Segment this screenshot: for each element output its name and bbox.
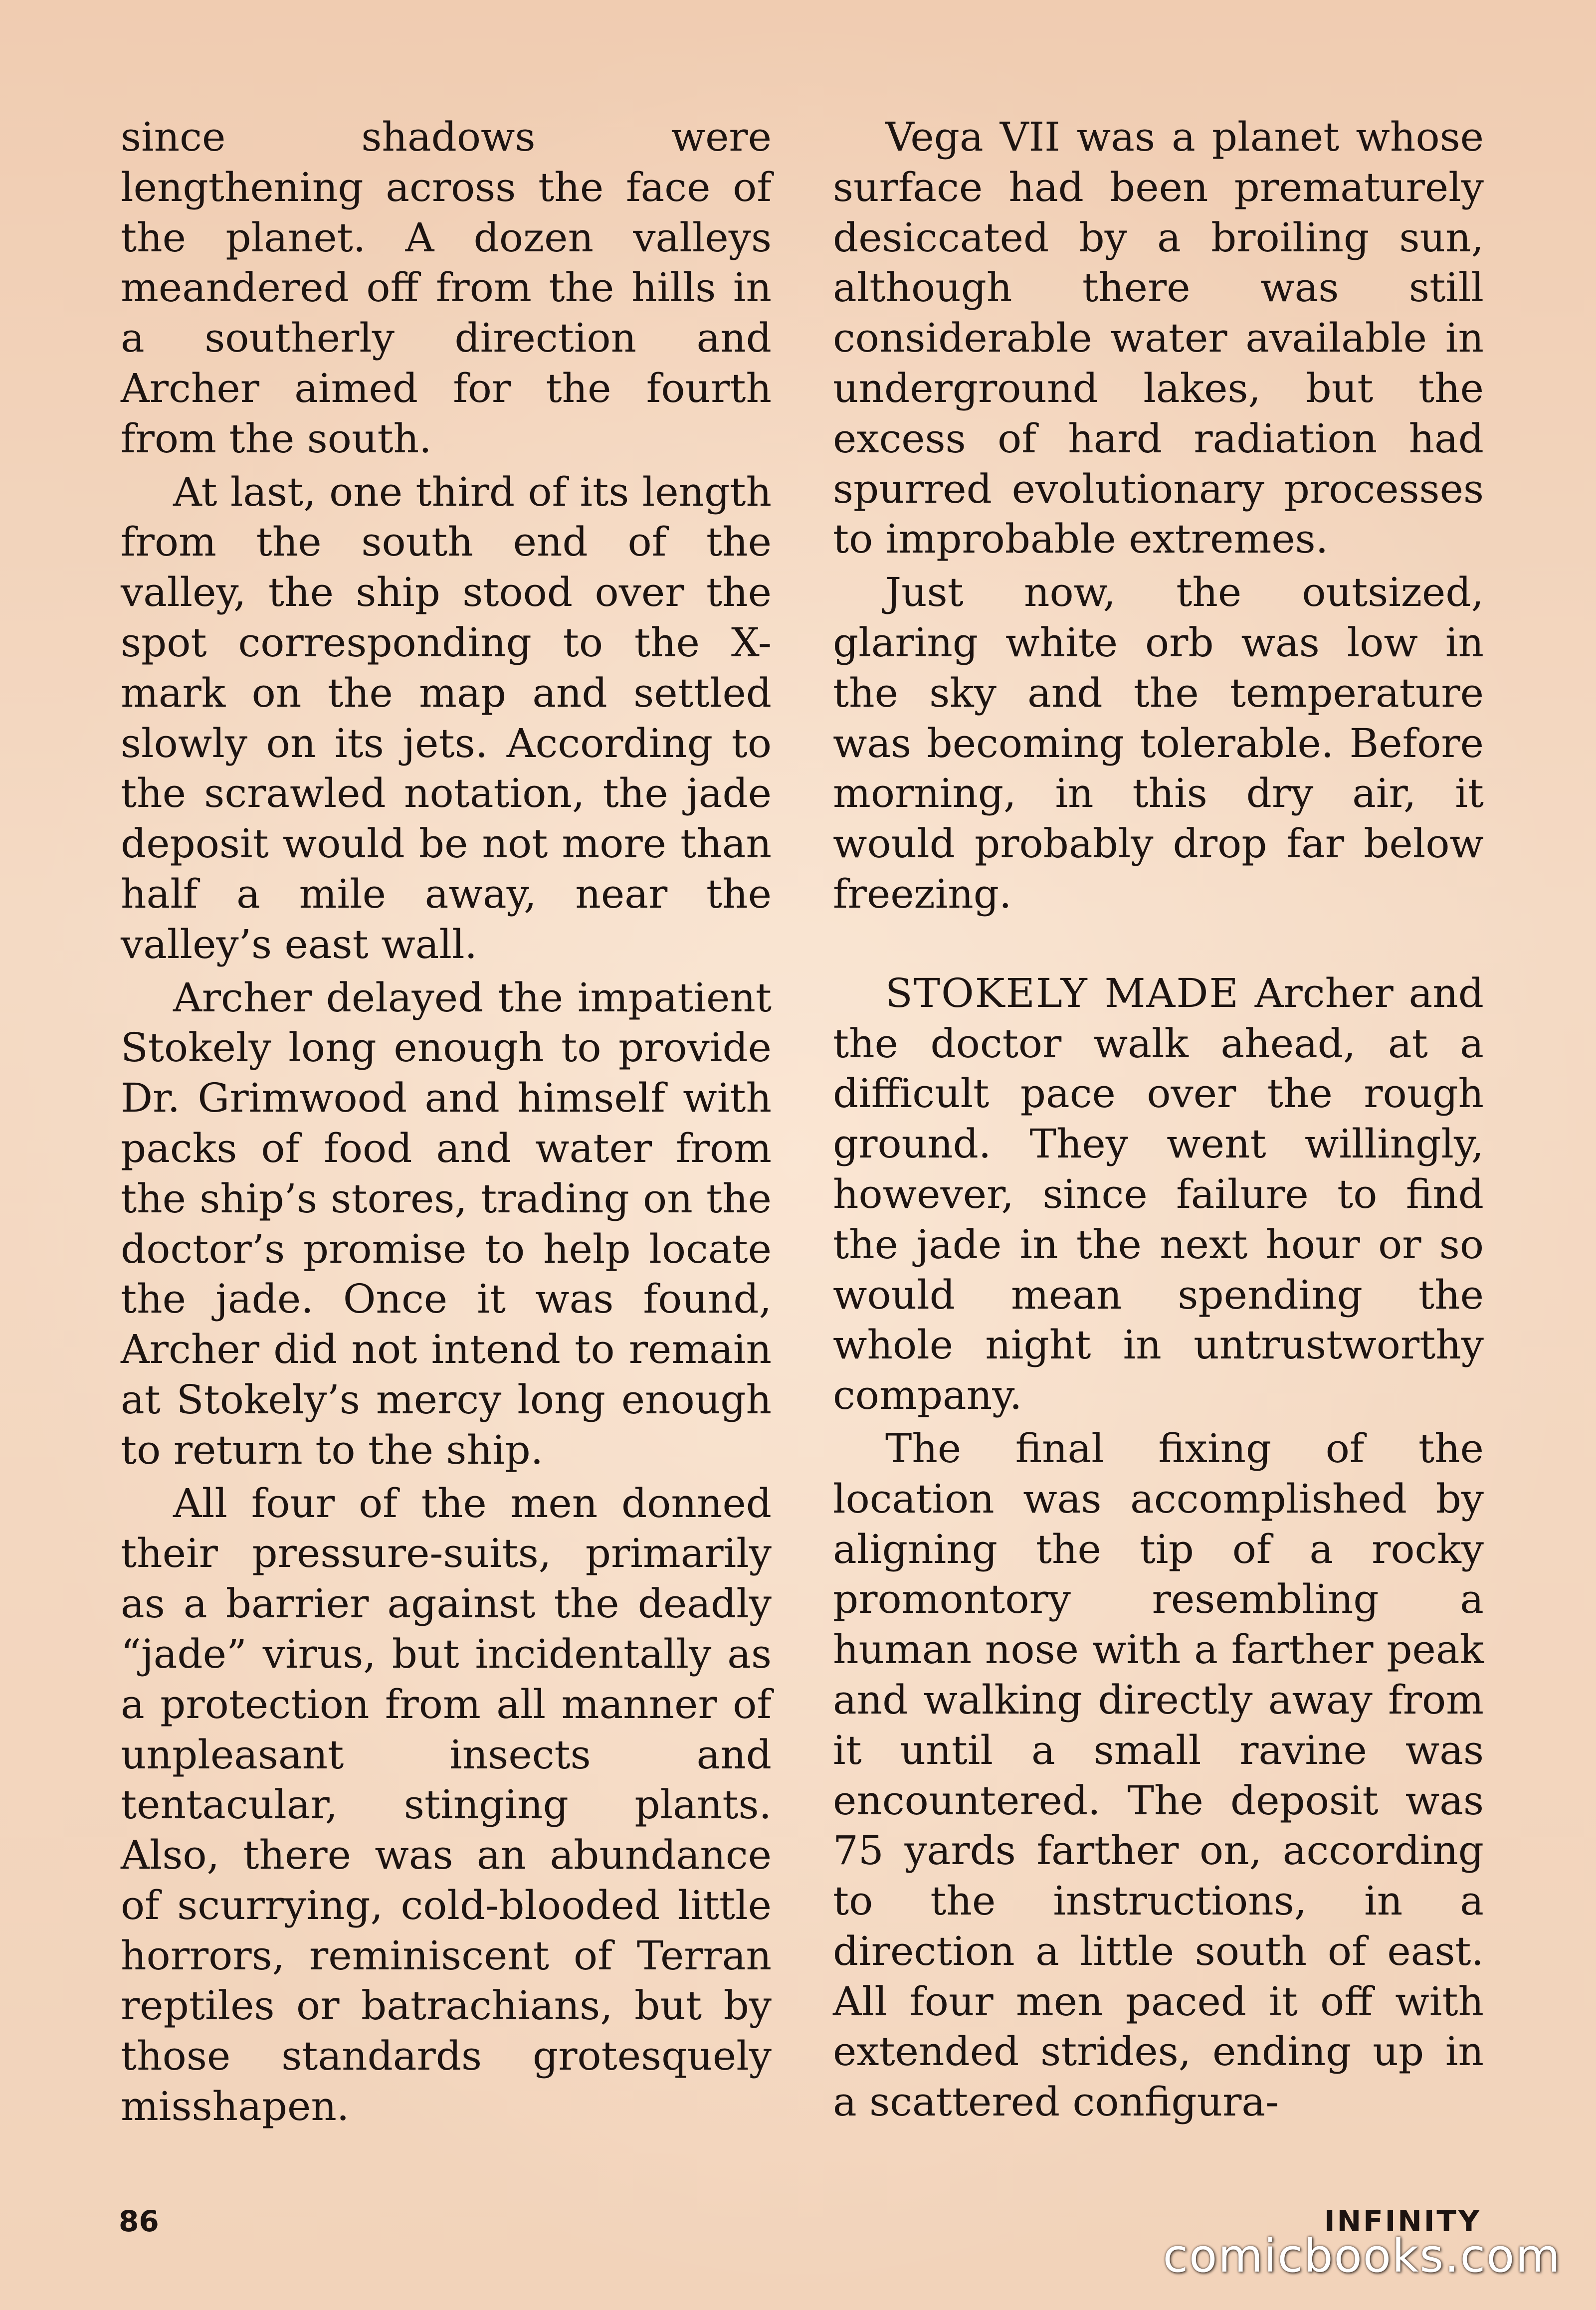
section-lead-text: Archer and the doctor walk ahead, at a difficult pace over the rough ground. They went willingly, however, since failure to find the jade in the next hour or so would mean spending the whole night in untrustworthy company.: [833, 969, 1484, 1419]
section-break: [833, 920, 1484, 968]
right-column: [833, 112, 1484, 2127]
paragraph: Archer delayed the impatient Stokely long enough to provide Dr. Grimwood and himself with packs of food and water from the ship’s stores, trading on the doctor’s promise to help locate the jade. Once it was found, Archer did not intend to remain at Stokely’s mercy long enough to return to the ship.: [121, 974, 772, 1473]
paragraph: Vega VII was a planet whose surface had been prematurely desiccated by a broiling sun, although there was still considerable water available in underground lakes, but the excess of hard radiation had spurred evolutionary processes to improbable extremes.: [833, 114, 1484, 563]
paragraph: since shadows were lengthening across the face of the planet. A dozen valleys meandered off from the hills in a southerly direction and Archer aimed for the fourth from the south.: [121, 114, 772, 462]
paragraph: Just now, the outsized, glaring white orb was low in the sky and the temperature was becoming tolerable. Before morning, in this dry air, it would probably drop far below freezing.: [833, 569, 1484, 917]
paragraph: At last, one third of its length from the south end of the valley, the ship stood over the spot corresponding to the X-mark on the map and settled slowly on its jets. According to the scrawled notation, the jade deposit would be not more than half a mile away, near the valley’s east wall.: [121, 468, 772, 967]
paragraph: The final fixing of the location was accomplished by aligning the tip of a rocky promontory resembling a human nose with a farther peak and walking directly away from it until a small ravine was encountered. The deposit was 75 yards farther on, according to the instructions, in a direction a little south of east. All four men paced it off with extended strides, ending up in a scattered configura-: [833, 1425, 1484, 2125]
section-lead: STOKELY MADE: [885, 969, 1239, 1016]
page-number: 86: [119, 2204, 159, 2238]
section-lead-paragraph: [833, 968, 1484, 1421]
paragraph: All four of the men donned their pressure-suits, primarily as a barrier against the deadly “jade” virus, but incidentally as a protection from all manner of unpleasant insects and tentacular, stinging plants. Also, there was an abundance of scurrying, cold-blooded little horrors, reminiscent of Terran reptiles or batrachians, but by those standards grotesquely misshapen.: [121, 1480, 772, 2130]
left-column: [121, 112, 772, 2132]
magazine-name: INFINITY: [1324, 2204, 1481, 2238]
watermark: comicbooks.com: [1163, 2229, 1561, 2283]
